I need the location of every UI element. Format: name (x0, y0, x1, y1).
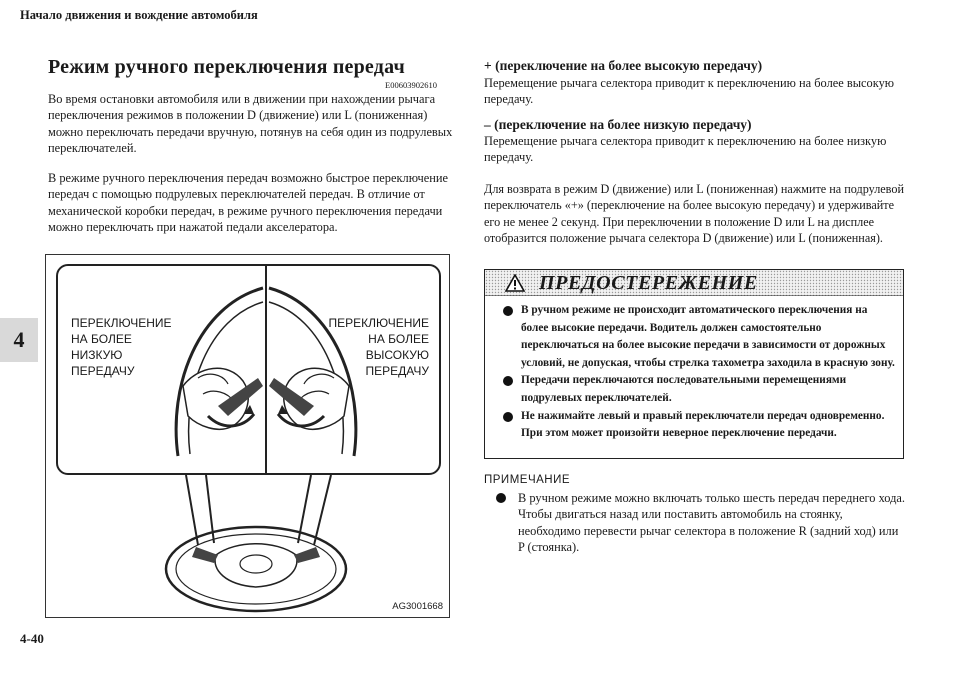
label-downshift-line: ПЕРЕДАЧУ (71, 364, 135, 378)
upshift-text: Перемещение рычага селектора приводит к переключению на более высокую передачу. (484, 76, 895, 107)
warning-item-text: Передачи переключаются последовательными перемещениями подрулевых переключателей. (521, 374, 847, 404)
warning-box (484, 269, 904, 459)
label-downshift-line: ПЕРЕКЛЮЧЕНИЕ (71, 316, 172, 330)
warning-item-text: В ручном режиме не происходит автоматического переключения на более высокие передачи. Водитель должен самостоятельно переключаться на более высокие передачи в зависимости от дорожных условий, не допуская, чтобы стрелка тахометра заходила в красную зону. (521, 304, 895, 369)
warning-item (495, 408, 895, 443)
running-header: Начало движения и вождение автомобиля (20, 8, 258, 22)
page-number: 4-40 (20, 631, 44, 646)
note-list (492, 490, 906, 555)
steering-wheel-overview-illustration (46, 255, 449, 617)
label-downshift-line: НА БОЛЕЕ (71, 332, 132, 346)
section-title: Режим ручного переключения передач (48, 56, 405, 78)
label-downshift-line: НИЗКУЮ (71, 348, 123, 362)
warning-triangle-icon (505, 274, 525, 292)
label-upshift-line: ПЕРЕДАЧУ (365, 364, 429, 378)
downshift-text: Перемещение рычага селектора приводит к переключению на более низкую передачу. (484, 134, 887, 165)
bullet-icon (503, 306, 513, 316)
paragraph-return-auto: Для возврата в режим D (движение) или L (пониженная) нажмите на подрулевой переключатель «+» (переключение на более высокую передачу) и удерживайте его не менее 2 секунд. При переключении в положение D или L на дисплее отобразится положение рычага селектора D (движение) или L (пониженная). (484, 182, 904, 245)
paragraph-intro: Во время остановки автомобиля или в движении при нахождении рычага переключения режимов в положении D (движение) или L (пониженная) можно переключать передачи вручную, потянув на себя один из подрулевых переключателей. (48, 92, 453, 155)
note-item (492, 490, 906, 555)
figure-steering-paddles (45, 254, 450, 618)
warning-item-text: Не нажимайте левый и правый переключатели передач одновременно. При этом может произойти неверное переключение передачи. (521, 409, 885, 440)
bullet-icon (503, 376, 513, 386)
label-upshift-line: ВЫСОКУЮ (365, 348, 429, 362)
downshift-heading: – (переключение на более низкую передачу) (484, 117, 752, 132)
upshift-heading: + (переключение на более высокую передачу) (484, 58, 763, 73)
bullet-icon (496, 493, 506, 503)
paragraph-quick-shift: В режиме ручного переключения передач возможно быстрое переключение передач с помощью подрулевых переключателей передач. В отличие от механической коробки передач, в режиме ручного переключения передачи можно переключать при нажатой педали акселератора. (48, 171, 448, 234)
label-upshift-line: ПЕРЕКЛЮЧЕНИЕ (328, 316, 429, 330)
warning-item (495, 302, 895, 372)
note-title: ПРИМЕЧАНИЕ (484, 474, 571, 486)
section-code: E00603902610 (385, 80, 437, 90)
warning-item (495, 372, 895, 407)
figure-code: AG3001668 (392, 601, 443, 612)
bullet-icon (503, 412, 513, 422)
label-upshift-line: НА БОЛЕЕ (368, 332, 429, 346)
warning-list (495, 302, 895, 443)
chapter-tab (0, 318, 38, 362)
chapter-number: 4 (13, 327, 25, 352)
note-item-text: В ручном режиме можно включать только шесть передач переднего хода. Чтобы двигаться назад или поставить автомобиль на стоянку, необходимо перевести рычаг селектора в положение R (задний ход) или P (стоянка). (518, 491, 906, 554)
warning-title: ПРЕДОСТЕРЕЖЕНИЕ (539, 272, 758, 294)
